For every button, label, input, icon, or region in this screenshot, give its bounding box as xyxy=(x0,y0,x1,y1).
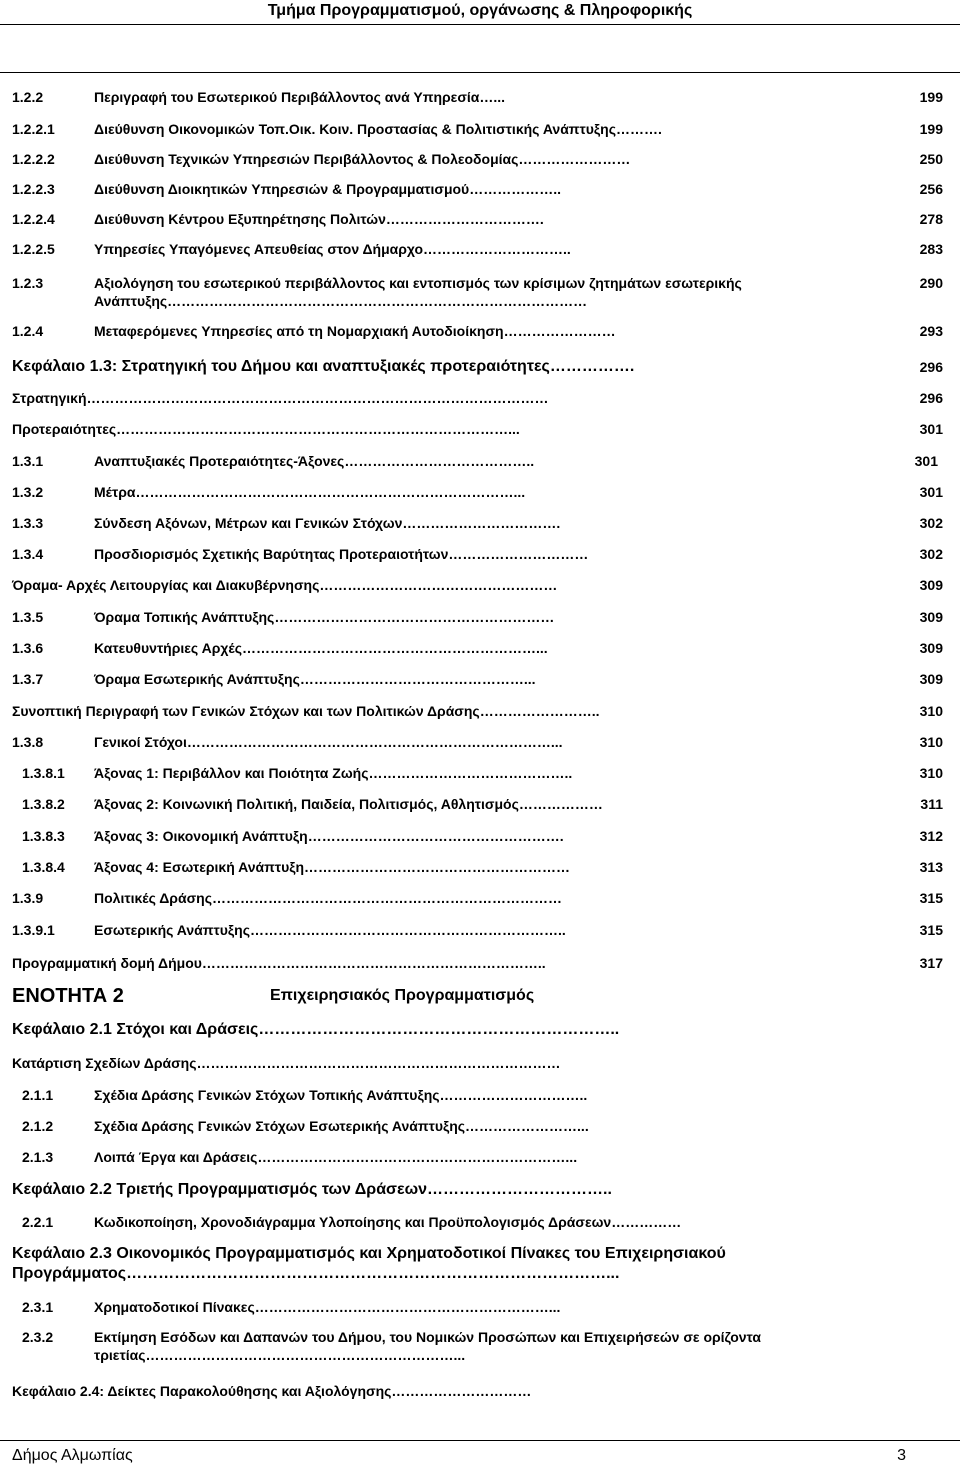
toc-entry-chapter-title: Κεφάλαιο 2.2 Τριετής Προγραμματισμός των Δράσεων…………………………….. xyxy=(12,1181,612,1198)
section-title: Επιχειρησιακός Προγραμματισμός xyxy=(270,987,535,1004)
toc-entry-title: Σχέδια Δράσης Γενικών Στόχων Εσωτερικής Ανάπτυξης……………………... xyxy=(94,1118,589,1134)
toc-top-rule xyxy=(0,72,960,73)
toc-entry-title: Άξονας 2: Κοινωνική Πολιτική, Παιδεία, Πολιτισμός, Αθλητισμός……………… xyxy=(94,796,603,812)
toc-entry-title: Διεύθυνση Οικονομικών Τοπ.Οικ. Κοιν. Προστασίας & Πολιτιστικής Ανάπτυξης………. xyxy=(94,121,662,137)
toc-entry-title: Λοιπά Έργα και Δράσεις…………………………………………………………... xyxy=(94,1149,578,1165)
toc-entry-page: 310 xyxy=(919,703,943,719)
toc-entry-title: Χρηματοδοτικοί Πίνακες………………………………………………………... xyxy=(94,1299,561,1315)
toc-entry-title: Κωδικοποίηση, Χρονοδιάγραμμα Υλοποίησης και Προϋπολογισμός Δράσεων…………… xyxy=(94,1214,682,1230)
toc-entry-page: 290 xyxy=(919,275,943,291)
toc-entry-title: Συνοπτική Περιγραφή των Γενικών Στόχων και των Πολιτικών Δράσης…………………….. xyxy=(12,703,600,719)
toc-entry-page: 301 xyxy=(919,421,943,437)
toc-entry-chapter-title: Κεφάλαιο 1.3: Στρατηγική του Δήμου και αναπτυξιακές προτεραιότητες……………. xyxy=(12,358,635,375)
toc-entry-number: 1.3.9.1 xyxy=(12,922,55,938)
toc-entry-title: Όραμα Εσωτερικής Ανάπτυξης…………………………………………... xyxy=(94,671,536,687)
toc-entry-number: 1.3.4 xyxy=(12,546,44,562)
toc-entry-number: 1.3.8.4 xyxy=(22,859,65,875)
toc-entry-title: Πολιτικές Δράσης………………………………………………………………… xyxy=(94,890,562,906)
toc-entry-page: 313 xyxy=(919,859,943,875)
page-number: 3 xyxy=(897,1447,906,1464)
header-rule xyxy=(0,24,960,25)
toc-entry-title: Προτεραιότητες…………………………………………………………………………... xyxy=(12,421,520,437)
toc-entry-number: 1.3.9 xyxy=(12,890,44,906)
toc-entry-page: 309 xyxy=(919,577,943,593)
footer-rule xyxy=(0,1440,960,1441)
toc-entry-number: 1.2.3 xyxy=(12,275,44,291)
toc-entry-number: 2.1.2 xyxy=(22,1118,54,1134)
toc-entry-title: Άξονας 1: Περιβάλλον και Ποιότητα Ζωής…………………………………….. xyxy=(94,765,573,781)
toc-entry-title: Διεύθυνση Διοικητικών Υπηρεσιών & Προγραμματισμού……………….. xyxy=(94,181,561,197)
toc-entry-title: Προγραμματική δομή Δήμου……………………………………………………………….. xyxy=(12,955,546,971)
toc-entry-title: Διεύθυνση Κέντρου Εξυπηρέτησης Πολιτών……………………………. xyxy=(94,211,544,227)
toc-entry-title: Εκτίμηση Εσόδων και Δαπανών του Δήμου, του Νομικών Προσώπων και Επιχειρήσεών σε ορίζοντα τριετίας…………………………………………………………... xyxy=(94,1329,762,1363)
toc-entry-title: Περιγραφή του Εσωτερικού Περιβάλλοντος ανά Υπηρεσία…... xyxy=(94,89,506,105)
toc-entry-chapter-title: Κεφάλαιο 2.3 Οικονομικός Προγραμματισμός και Χρηματοδοτικοί Πίνακες του Επιχειρησιακού Προγράμματος………………………………………………………………………………... xyxy=(12,1245,726,1282)
toc-entry-page: 296 xyxy=(919,359,943,375)
toc-entry-number: 1.2.2.5 xyxy=(12,241,55,257)
toc-entry-page: 310 xyxy=(919,765,943,781)
toc-entry-title: Γενικοί Στόχοι……………………………………………………………………... xyxy=(94,734,563,750)
toc-entry-number: 1.3.3 xyxy=(12,515,44,531)
toc-entry-title: Κεφάλαιο 2.4: Δείκτες Παρακολούθησης και Αξιολόγησης………………………… xyxy=(12,1383,532,1399)
toc-entry-page: 309 xyxy=(919,640,943,656)
toc-entry-title: Άξονας 4: Εσωτερική Ανάπτυξη………………………………………………… xyxy=(94,859,571,875)
toc-entry-page: 301 xyxy=(914,453,938,469)
toc-entry-chapter-title: Κεφάλαιο 2.1 Στόχοι και Δράσεις………………………………………………………….. xyxy=(12,1021,620,1038)
toc-entry-number: 1.2.2.3 xyxy=(12,181,55,197)
toc-entry-number: 1.2.4 xyxy=(12,323,44,339)
toc-entry-title: Όραμα- Αρχές Λειτουργίας και Διακυβέρνησης…………………………………………… xyxy=(12,577,558,593)
toc-entry-number: 1.3.8.2 xyxy=(22,796,65,812)
toc-entry-number: 1.2.2 xyxy=(12,89,44,105)
toc-entry-title: Μέτρα………………………………………………………………………... xyxy=(94,484,526,500)
toc-entry-title: Στρατηγική……………………………………………………………………………………… xyxy=(12,390,549,406)
toc-entry-page: 312 xyxy=(919,828,943,844)
toc-entry-page: 310 xyxy=(919,734,943,750)
page-header xyxy=(0,0,960,24)
toc-entry-page: 311 xyxy=(920,796,943,812)
toc-entry-page: 256 xyxy=(919,181,943,197)
toc-entry-number: 1.2.2.4 xyxy=(12,211,55,227)
toc-entry-page: 315 xyxy=(919,890,943,906)
toc-entry-number: 2.1.1 xyxy=(22,1087,54,1103)
toc-entry-page: 317 xyxy=(919,955,943,971)
toc-entry-page: 309 xyxy=(919,671,943,687)
toc-entry-page: 302 xyxy=(919,546,943,562)
toc-entry-title: Αξιολόγηση του εσωτερικού περιβάλλοντος και εντοπισμός των κρίσιμων ζητημάτων εσωτερικής Ανάπτυξης……………………………………………………………………………… xyxy=(94,275,742,309)
toc-entry-page: 250 xyxy=(919,151,943,167)
toc-entry-title: Διεύθυνση Τεχνικών Υπηρεσιών Περιβάλλοντος & Πολεοδομίας…………………… xyxy=(94,151,631,167)
toc-entry-number: 1.2.2.2 xyxy=(12,151,55,167)
toc-entry-page: 302 xyxy=(919,515,943,531)
toc-entry-number: 1.3.1 xyxy=(12,453,44,469)
toc-entry-title: Αναπτυξιακές Προτεραιότητες-Άξονες………………………………….. xyxy=(94,453,535,469)
toc-entry-number: 1.3.8.1 xyxy=(22,765,65,781)
toc-entry-number: 1.3.2 xyxy=(12,484,44,500)
toc-entry-number: 2.2.1 xyxy=(22,1214,54,1230)
toc-entry-number: 2.1.3 xyxy=(22,1149,54,1165)
toc-entry-number: 1.2.2.1 xyxy=(12,121,55,137)
toc-entry-page: 283 xyxy=(919,241,943,257)
toc-entry-title: Προσδιορισμός Σχετικής Βαρύτητας Προτεραιοτήτων………………………… xyxy=(94,546,589,562)
toc-entry-number: 1.3.8.3 xyxy=(22,828,65,844)
toc-entry-number: 1.3.8 xyxy=(12,734,44,750)
toc-entry-number: 2.3.2 xyxy=(22,1329,54,1345)
toc-entry-number: 1.3.7 xyxy=(12,671,44,687)
toc-entry-title: Εσωτερικής Ανάπτυξης………………………………………………………….. xyxy=(94,922,566,938)
toc-entry-page: 309 xyxy=(919,609,943,625)
toc-entry-page: 199 xyxy=(919,121,943,137)
toc-entry-page: 199 xyxy=(919,89,943,105)
toc-entry-title: Κατάρτιση Σχεδίων Δράσης…………………………………………………………………… xyxy=(12,1055,561,1071)
toc-entry-page: 296 xyxy=(919,390,943,406)
toc-entry-page: 278 xyxy=(919,211,943,227)
page-footer xyxy=(0,1446,960,1466)
toc-entry-page: 293 xyxy=(919,323,943,339)
toc-entry-number: 1.3.5 xyxy=(12,609,44,625)
toc-entry-page: 301 xyxy=(919,484,943,500)
toc-entry-title: Κατευθυντήριες Αρχές………………………………………………………... xyxy=(94,640,548,656)
toc-entry-title: Άξονας 3: Οικονομική Ανάπτυξη………………………………………………. xyxy=(94,828,564,844)
toc-entry-title: Μεταφερόμενες Υπηρεσίες από τη Νομαρχιακή Αυτοδιοίκηση…………………… xyxy=(94,323,616,339)
toc-entry-page: 315 xyxy=(919,922,943,938)
toc-entry-title: Υπηρεσίες Υπαγόμενες Απευθείας στον Δήμαρχο………………………….. xyxy=(94,241,571,257)
toc-entry-title: Όραμα Τοπικής Ανάπτυξης…………………………………………………… xyxy=(94,609,555,625)
toc-entry-title: Σχέδια Δράσης Γενικών Στόχων Τοπικής Ανάπτυξης………………………….. xyxy=(94,1087,588,1103)
footer-municipality: Δήμος Αλμωπίας xyxy=(12,1447,133,1464)
section-label: ΕΝΟΤΗΤΑ 2 xyxy=(12,985,124,1007)
toc-entry-title: Σύνδεση Αξόνων, Μέτρων και Γενικών Στόχων……………………………. xyxy=(94,515,561,531)
toc-entry-number: 1.3.6 xyxy=(12,640,44,656)
toc-entry-number: 2.3.1 xyxy=(22,1299,54,1315)
header-title: Τμήμα Προγραμματισμού, οργάνωσης & Πληροφορικής xyxy=(267,2,693,19)
